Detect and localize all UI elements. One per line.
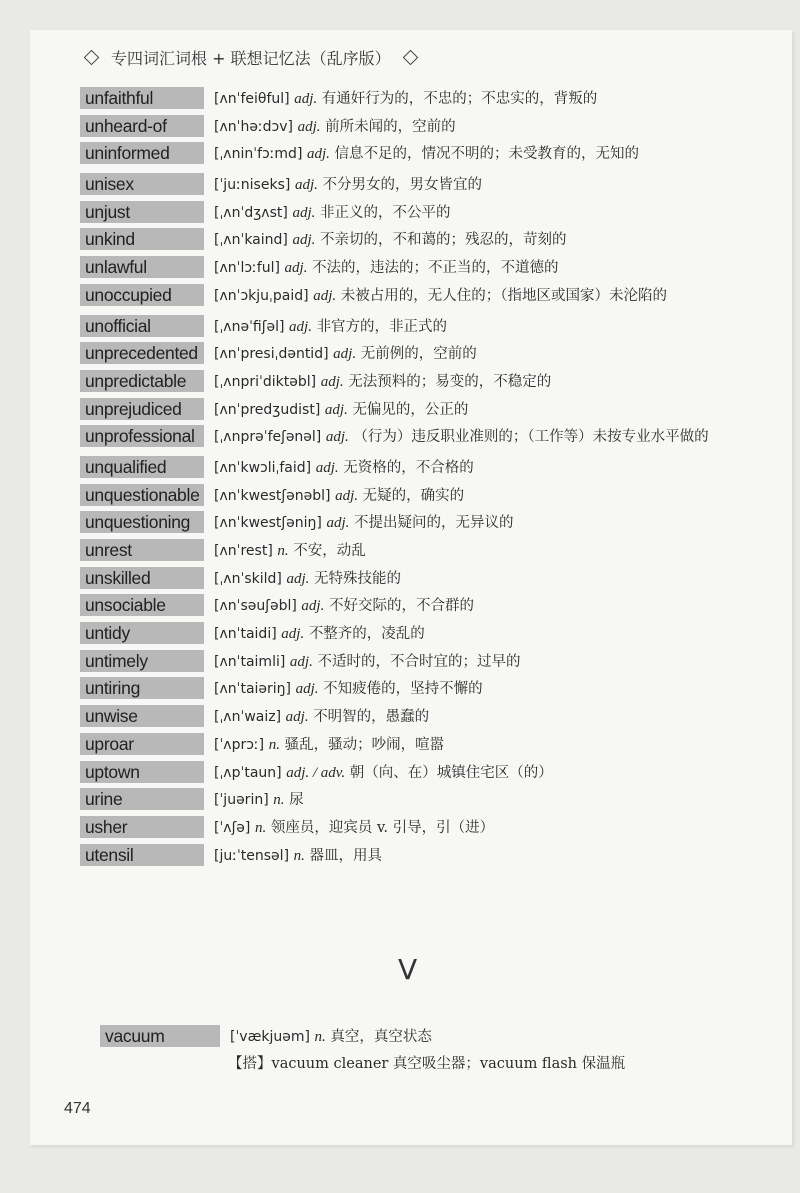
entry-row [80,484,780,509]
entry-word: unquestionable [80,484,204,506]
entry-pos: adj. [294,91,318,107]
entry-pronunciation: [ʌnˈtaimli] [214,653,286,670]
entry-definition [214,484,714,509]
entry-pronunciation: [ˈʌprɔː] [214,736,265,753]
entry-definition [214,201,714,226]
entry-pronunciation: [ʌnˈkwɔliˌfaid] [214,459,312,476]
entry-row [80,201,780,226]
entry-word: unlawful [80,256,204,278]
entry-meaning: 不法的，违法的；不正当的，不道德的 [312,260,559,277]
entry-definition [214,844,714,869]
entry-meaning: 不知疲倦的，坚持不懈的 [323,681,483,698]
entry-word: unskilled [80,567,204,589]
entry-meaning: 前所未闻的，空前的 [325,118,456,135]
book-page [30,30,792,1145]
entry-meaning: 领座员，迎宾员 v. 引导，引（进） [270,819,495,836]
entry-word: unprofessional [80,425,204,447]
entry-pronunciation: [ˈvækjuəm] [230,1029,310,1045]
entry-row [80,816,780,841]
entry-meaning: 尿 [289,792,304,809]
entry-row [80,567,780,592]
entry-meaning: 不好交际的，不合群的 [328,598,474,615]
entry-pronunciation: [ˌʌnprəˈfeʃənəl] [214,429,322,446]
entry-pronunciation: [ʌnˈkwestʃənəbl] [214,487,331,504]
entry-pos: adj. [335,487,358,504]
entry-pronunciation: [ˌʌnˈwaiz] [214,709,282,726]
entry-pos: adj. [286,570,310,587]
entry-row [80,284,780,312]
entry-meaning: 真空，真空状态 [330,1029,432,1045]
entry-word: vacuum [100,1025,220,1047]
entry-pos: n. [254,819,267,836]
entry-pronunciation: [ˈʌʃə] [214,819,251,836]
entry-word: unrest [80,539,204,561]
entry-pos: adj. [333,346,357,363]
entry-meaning: 非官方的，非正式的 [316,318,448,335]
entry-pronunciation: [ʌnˈpredʒudist] [214,401,321,418]
entry-meaning: 不明智的，愚蠢的 [313,709,430,726]
entry-definition [214,142,714,167]
entry-pos: adj. [289,653,313,670]
entry-definition [214,398,714,423]
entry-row [80,173,780,198]
entry-definition [214,705,714,730]
entry-pronunciation: [ˈjuːniseks] [214,177,291,194]
entry-pos: adj. [294,177,318,194]
entry-meaning: 未被占用的，无人住的；（指地区或国家）未沦陷的 [340,287,667,304]
entry-meaning: 非正义的，不公平的 [319,204,451,221]
entry-pronunciation: [ˈjuərin] [214,792,269,809]
entry-word: untimely [80,650,204,672]
entry-word: unisex [80,173,204,195]
entry-pronunciation: [ʌnˈlɔːful] [214,260,280,277]
entry-meaning: 器皿，用具 [309,847,382,864]
entry-definition [214,622,714,647]
entry-row [80,425,780,453]
entry-definition [214,567,714,592]
entry-word: unoccupied [80,284,204,306]
entry-row [80,370,780,395]
entry-pronunciation: [ˌʌnəˈfiʃəl] [214,318,285,335]
entry-pos: adj. [324,401,348,418]
entry-pos: adj. / adv. [286,764,346,781]
entry-row [80,539,780,564]
entry-definition [214,650,714,675]
entry-pos: adj. [301,598,325,615]
entry-meaning: 不整齐的，凌乱的 [308,626,425,643]
entry-meaning: 不提出疑问的，无异议的 [353,515,514,532]
entry-row [80,511,780,536]
entry-meaning: 无法预料的；易变的，不稳定的 [348,373,552,390]
entry-definition [214,284,714,309]
entry-definition [214,677,714,702]
entry-meaning: 朝（向、在）城镇住宅区（的） [349,764,553,781]
entry-meaning: （行为）违反职业准则的；（工作等）未按专业水平做的 [353,429,709,446]
entry-meaning: 不安，动乱 [293,543,366,559]
entry-definition [214,788,714,813]
entry-pronunciation: [ˌʌnˈdʒʌst] [214,204,288,221]
entry-word: unwise [80,705,204,727]
entry-row [80,677,780,702]
entry-meaning: 不分男女的，男女皆宜的 [322,177,482,194]
entry-pronunciation: [ʌnˈsəuʃəbl] [214,598,297,615]
entry-row [80,650,780,675]
entry-word: usher [80,816,204,838]
entry-word: unfaithful [80,87,204,109]
entry-pos: adj. [285,709,309,726]
entry-pronunciation: [juːˈtensəl] [214,847,290,864]
entry-pronunciation: [ʌnˈrest] [214,543,273,559]
entry-pronunciation: [ʌnˈtaidi] [214,626,277,643]
entry-definition [214,315,714,340]
entry-definition [214,816,714,841]
entry-pos: adj. [295,681,319,698]
entry-word: unprecedented [80,342,204,364]
entry-definition [230,1025,730,1050]
entry-row [80,115,780,140]
entry-meaning: 有通奸行为的，不忠的；不忠实的，背叛的 [321,91,598,107]
entry-row [80,733,780,758]
entry-pronunciation: [ˌʌpˈtaun] [214,764,282,781]
entry-row [80,342,780,367]
entry-word: unofficial [80,315,204,337]
entry-word: urine [80,788,204,810]
diamond-icon [402,50,418,66]
entry-word: unpredictable [80,370,204,392]
entry-pos: adj. [307,146,330,163]
entry-definition [214,228,714,253]
entry-row [80,315,780,340]
entry-pos: adj. [320,373,344,390]
entry-list [80,87,780,869]
entry-row [80,228,780,253]
entry-meaning: 不亲切的，不和蔼的；残忍的，苛刻的 [320,232,567,249]
entry-pos: adj. [326,515,350,532]
entry-definition [214,511,714,536]
entry-pos: adj. [292,204,316,221]
entry-row [80,456,780,481]
entry-definition [214,539,714,564]
entry-meaning: 骚乱，骚动；吵闹，喧嚣 [284,736,445,753]
entry-meaning: 不适时的，不合时宜的；过早的 [317,653,521,670]
entry-row [80,87,780,112]
entry-word: unjust [80,201,204,223]
entry-meaning: 无特殊技能的 [314,570,401,587]
entry-definition [214,87,714,112]
entry-row [80,256,780,281]
entry-word: unquestioning [80,511,204,533]
entry-pronunciation: [ʌnˈpresiˌdəntid] [214,346,329,363]
collocation-note: 【搭】vacuum cleaner 真空吸尘器；vacuum flash 保温瓶 [228,1056,626,1072]
entry-pronunciation: [ʌnˈtaiəriŋ] [214,681,292,698]
entry-pronunciation: [ʌnˈfeiθful] [214,91,290,107]
page-header [80,46,422,69]
entry-word: unqualified [80,456,204,478]
entry-definition [214,256,714,281]
entry-pos: n. [314,1029,326,1045]
entry-pos: adj. [313,287,337,304]
entry-row [80,594,780,619]
entry-pos: adj. [284,260,308,277]
entry-pos: adj. [292,232,316,249]
entry-pronunciation: [ˌʌninˈfɔːmd] [214,146,303,163]
entry-word: unkind [80,228,204,250]
entry-pronunciation: [ˌʌnpriˈdiktəbl] [214,373,317,390]
entry-word: uptown [80,761,204,783]
entry-meaning: 无偏见的，公正的 [352,401,469,418]
header-title: 专四词汇词根 + 联想记忆法（乱序版） [111,49,391,68]
entry-word: unheard-of [80,115,204,137]
page-number: 474 [64,1100,91,1117]
entry-pronunciation: [ˌʌnˈskild] [214,570,282,587]
entry-pronunciation: [ʌnˈkwestʃəniŋ] [214,515,322,532]
entry-pos: adj. [289,318,312,335]
entry-definition [214,370,714,395]
entry-definition [214,342,714,367]
entry-row [80,398,780,423]
entry-pos: n. [273,792,285,809]
section-letter: V [398,953,418,986]
entry-word: uproar [80,733,204,755]
entry-word: untiring [80,677,204,699]
entry-pronunciation: [ˌʌnˈkaind] [214,232,288,249]
entry-definition [214,594,714,619]
entry-row [80,142,780,170]
entry-definition [214,115,714,140]
entry-row [80,788,780,813]
entry-pos: adj. [297,118,321,135]
entry-row [80,622,780,647]
entry-definition [214,425,714,450]
entry-word: unprejudiced [80,398,204,420]
entry-word: utensil [80,844,204,866]
entry-pos: n. [293,847,305,864]
entry-word: uninformed [80,142,204,164]
diamond-icon [84,50,100,66]
entry-row [80,761,780,786]
entry-word: untidy [80,622,204,644]
entry-vacuum [100,1025,730,1050]
entry-definition [214,173,714,198]
entry-definition [214,733,714,758]
entry-pos: adj. [281,626,305,643]
entry-meaning: 信息不足的，情况不明的；未受教育的，无知的 [334,146,640,163]
entry-word: unsociable [80,594,204,616]
entry-definition [214,761,714,786]
entry-pronunciation: [ʌnˈhəːdɔv] [214,118,293,135]
entry-pos: n. [277,543,289,559]
entry-meaning: 无前例的，空前的 [360,346,477,363]
entry-meaning: 无资格的，不合格的 [343,459,474,476]
entry-row [80,844,780,869]
entry-definition [214,456,714,481]
entry-pos: adj. [315,459,339,476]
entry-pos: n. [268,736,280,753]
entry-meaning: 无疑的，确实的 [362,487,465,504]
entry-pos: adj. [325,429,349,446]
entry-pronunciation: [ʌnˈɔkjuˌpaid] [214,287,309,304]
entry-row [80,705,780,730]
